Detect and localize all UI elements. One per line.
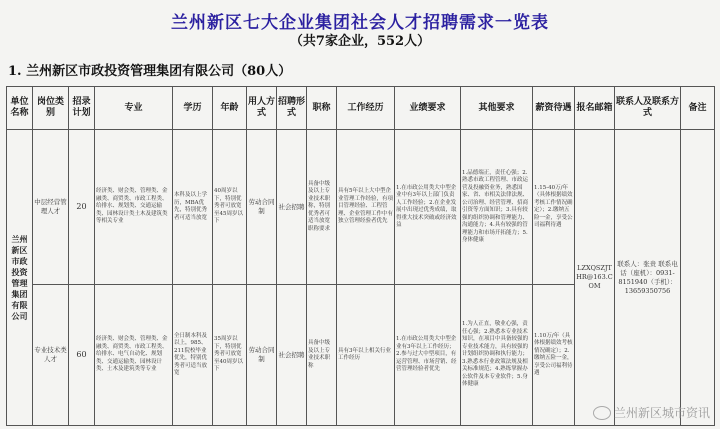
document-title: 兰州新区七大企业集团社会人才招聘需求一览表 (171, 13, 549, 33)
header-cell: 单位名称 (7, 87, 33, 130)
experience-cell: 具有3年以上相关行业工作经历 (337, 285, 395, 426)
title-req-cell: 具备中级及以上专业技术职称 (307, 285, 337, 426)
other-req-cell: 1.为人正直，敬业心强，责任心强；2.熟悉本专业技术知识，在项目中具备较强的专业技术能力，具有较强的计划组织协调和执行能力；3.熟悉本行业政策法规及相关标准规范；4.熟练掌握办公软件及本专业软件；5.身体健康 (461, 285, 533, 426)
major-cell: 经济类、财会类、管理类、金融类、商贸类、市政工程类、给排水、规划类、交通运输类、园林设计类土木及建筑类等相关专业 (95, 130, 173, 285)
header-cell: 职称 (307, 87, 337, 130)
category-cell: 专业技术类人才 (33, 285, 69, 426)
header-cell: 备注 (681, 87, 715, 130)
education-cell: 全日制本科及以上，985、211院校毕业优先，特别优秀者可适当放宽 (173, 285, 213, 426)
header-cell: 岗位类别 (33, 87, 69, 130)
header-cell: 报名邮箱 (575, 87, 615, 130)
age-cell: 35周岁以下，特别优秀者可放宽至40周岁以下 (213, 285, 247, 426)
performance-cell: 1.在市政公用类大中型企业有3年以上工作经历；2.参与过大中型项目，有运营管理、市场营销、经营管理经验者优先 (395, 285, 461, 426)
table-header-row (7, 87, 715, 130)
title-req-cell: 具备中级及以上专业技术职称，特别优秀者可适当放宽职称要求 (307, 130, 337, 285)
watermark-text: 兰州新区城市资讯 (613, 406, 710, 420)
other-req-cell: 1.品德端正，责任心强；2.熟悉市政工程管理、市政运营及投融资业务，熟悉国家、省、市相关法律法规、公司治理、经营管理、招商引资等方面知识；3.具有较强的组织协调和管理能力、沟通能力；4.具有较强的管理能力和市场开拓能力；5.身体健康 (461, 130, 533, 285)
performance-cell: 1.在市政公用类大中型企业中有3年以上部门负责人工作经验；2.在企业发展中出现过优秀成绩，取得重大技术突破或经济效益 (395, 130, 461, 285)
age-cell: 40周岁以下，特别优秀者可放宽至45周岁以下 (213, 130, 247, 285)
company-name-cell: 兰州新区市政投资管理集团有限公司 (7, 130, 33, 426)
wechat-icon (593, 406, 611, 420)
header-cell: 薪资待遇 (533, 87, 575, 130)
header-cell: 学历 (173, 87, 213, 130)
header-cell: 业绩要求 (395, 87, 461, 130)
watermark (593, 404, 710, 421)
employment-cell: 劳动合同制 (247, 130, 277, 285)
header-cell: 联系人及联系方式 (615, 87, 681, 130)
major-cell: 经济类、财会类、管理类、金融类、商贸类、市政工程类、给排水、电气自动化、规划类、交通运输类、园林设计类、土木及建筑类等专业 (95, 285, 173, 426)
category-cell: 中层经营管理人才 (33, 130, 69, 285)
table-row (7, 130, 715, 285)
header-cell: 专业 (95, 87, 173, 130)
employment-cell: 劳动合同制 (247, 285, 277, 426)
recruit-form-cell: 社会招聘 (277, 285, 307, 426)
contact-cell: 联系人：张贵 联系电话（座机）：0931-8151940（手机）：13659350756 (615, 130, 681, 426)
section-heading: 1. 兰州新区市政投资管理集团有限公司（80人） (8, 64, 292, 79)
document-subtitle: （共7家企业，552人） (289, 34, 431, 49)
header-cell: 年龄 (213, 87, 247, 130)
education-cell: 本科及以上学历，MBA优先，特别优秀者可适当放宽 (173, 130, 213, 285)
plan-cell: 60 (69, 285, 95, 426)
header-cell: 其他要求 (461, 87, 533, 130)
recruit-form-cell: 社会招聘 (277, 130, 307, 285)
header-cell: 招录计划 (69, 87, 95, 130)
plan-cell: 20 (69, 130, 95, 285)
salary-cell: 1.15-40万/年（具体根据绩效考核工作情况确定）；2.缴纳五险一金，享受公司福利待遇 (533, 130, 575, 285)
salary-cell: 1.10万/年（具体根据绩效考核情况确定）；2.缴纳五险一金，享受公司福利待遇 (533, 285, 575, 426)
remark-cell (681, 130, 715, 426)
email-cell: LZXQSZJTHR@163.COM (575, 130, 615, 426)
experience-cell: 具有5年以上大中型企业管理工作经验，有项目管理经验、工程管理、企业管理工作中有独立管理经验者优先 (337, 130, 395, 285)
header-cell: 用人方式 (247, 87, 277, 130)
header-cell: 招聘形式 (277, 87, 307, 130)
header-cell: 工作经历 (337, 87, 395, 130)
recruitment-table (6, 86, 715, 426)
